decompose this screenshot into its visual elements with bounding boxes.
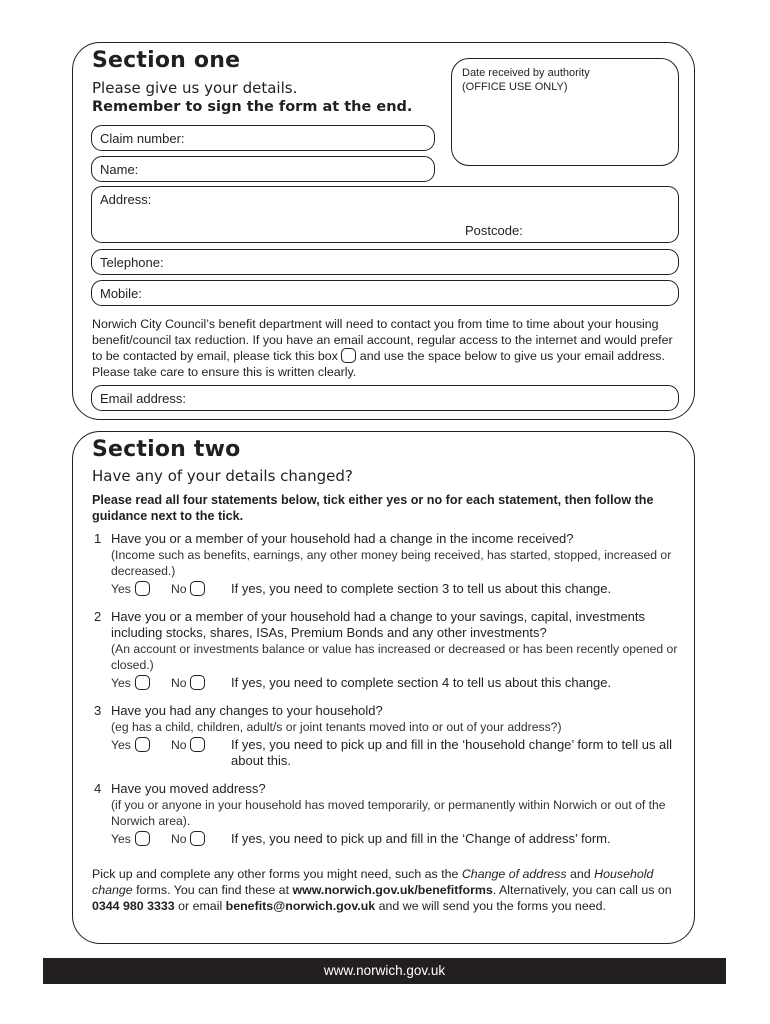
closing-text: Pick up and complete any other forms you might need, such as the xyxy=(92,867,462,881)
benefit-forms-link[interactable]: www.norwich.gov.uk/benefitforms xyxy=(292,883,493,897)
q1-no-checkbox[interactable] xyxy=(190,581,205,596)
office-use-box xyxy=(451,58,679,166)
section-two-title: Section two xyxy=(92,437,241,462)
telephone-input[interactable] xyxy=(177,254,671,272)
question-guidance: If yes, you need to complete section 3 to tell us about this change. xyxy=(231,581,612,596)
closing-text: forms. You can find these at xyxy=(132,883,293,897)
postcode-label: Postcode: xyxy=(465,223,523,238)
section-one-subtitle: Please give us your details. xyxy=(92,79,298,97)
question-3 xyxy=(94,703,684,768)
mobile-label: Mobile: xyxy=(100,286,142,301)
question-guidance: If yes, you need to complete section 4 to tell us about this change. xyxy=(231,675,612,690)
question-guidance: If yes, you need to pick up and fill in the ‘household change’ form to tell us all about this. xyxy=(231,737,673,768)
no-label: No xyxy=(171,832,187,846)
change-of-address-form-name: Change of address xyxy=(461,867,567,881)
q4-yes-checkbox[interactable] xyxy=(135,831,150,846)
question-number: 2 xyxy=(94,609,102,624)
footer-url[interactable]: www.norwich.gov.uk xyxy=(323,963,446,978)
question-guidance: If yes, you need to pick up and fill in the ‘Change of address’ form. xyxy=(231,831,611,846)
no-label: No xyxy=(171,676,187,690)
question-note: (Income such as benefits, earnings, any other money being received, has started, stopped, increased or decreased.) xyxy=(111,548,672,578)
question-number: 3 xyxy=(94,703,102,718)
closing-paragraph xyxy=(92,866,682,914)
no-label: No xyxy=(171,738,187,752)
postcode-input[interactable] xyxy=(532,222,671,240)
question-text: Have you or a member of your household had a change in the income received? xyxy=(111,531,574,546)
telephone-label: Telephone: xyxy=(100,255,164,270)
email-consent-checkbox[interactable] xyxy=(341,348,356,363)
answer-row xyxy=(111,737,684,768)
email-consent-text: Norwich City Council’s benefit department will need to contact you from time to time about your housing benefit/council tax reduction. If you have an email account, regular access to the internet and would prefer to be contacted by email, please tick this box xyxy=(92,317,673,363)
question-text: Have you or a member of your household had a change to your savings, capital, investments including stocks, shares, ISAs, Premium Bonds and any other investments? xyxy=(111,609,646,640)
q3-no-checkbox[interactable] xyxy=(190,737,205,752)
answer-row xyxy=(111,675,684,691)
mobile-input[interactable] xyxy=(154,285,668,303)
household-change-form-name: Household change xyxy=(92,867,654,897)
email-input[interactable] xyxy=(192,390,671,408)
question-note: (An account or investments balance or value has increased or decreased or has been recently opened or closed.) xyxy=(111,642,678,672)
phone-number: 0344 980 3333 xyxy=(92,899,175,913)
question-2 xyxy=(94,609,684,691)
claim-number-label: Claim number: xyxy=(100,131,185,146)
closing-text: and we will send you the forms you need. xyxy=(375,899,606,913)
q2-no-checkbox[interactable] xyxy=(190,675,205,690)
email-consent-text-2: and use the space below to give us your email address. Please take care to ensure this is written clearly. xyxy=(92,349,665,379)
email-label: Email address: xyxy=(100,391,186,406)
closing-text: or email xyxy=(174,899,226,913)
section-two-instructions: Please read all four statements below, tick either yes or no for each statement, then follow the guidance next to the tick. xyxy=(92,493,654,523)
question-4 xyxy=(94,781,684,847)
question-text: Have you had any changes to your household? xyxy=(111,703,383,718)
answer-row xyxy=(111,581,684,597)
footer-bar xyxy=(43,958,726,984)
address-field[interactable] xyxy=(91,186,679,243)
telephone-field[interactable] xyxy=(91,249,679,275)
yes-label: Yes xyxy=(111,738,131,752)
sign-reminder: Remember to sign the form at the end. xyxy=(92,99,413,115)
claim-number-field[interactable] xyxy=(91,125,435,151)
closing-text: and xyxy=(566,867,595,881)
q3-yes-checkbox[interactable] xyxy=(135,737,150,752)
claim-number-input[interactable] xyxy=(197,130,426,148)
name-field[interactable] xyxy=(91,156,435,182)
question-note: (if you or anyone in your household has moved temporarily, or permanently within Norwich or out of the Norwich area). xyxy=(111,798,666,828)
question-1 xyxy=(94,531,684,597)
question-number: 4 xyxy=(94,781,102,796)
section-two-subtitle: Have any of your details changed? xyxy=(92,467,353,485)
mobile-field[interactable] xyxy=(91,280,679,306)
q2-yes-checkbox[interactable] xyxy=(135,675,150,690)
question-number: 1 xyxy=(94,531,102,546)
answer-row xyxy=(111,831,684,847)
address-input[interactable] xyxy=(162,191,666,209)
email-consent-paragraph xyxy=(92,316,682,380)
q4-no-checkbox[interactable] xyxy=(190,831,205,846)
section-one-title: Section one xyxy=(92,48,241,73)
office-use-note: (OFFICE USE ONLY) xyxy=(462,81,568,93)
name-label: Name: xyxy=(100,162,139,177)
yes-label: Yes xyxy=(111,582,131,596)
email-field[interactable] xyxy=(91,385,679,411)
office-use-label: Date received by authority xyxy=(462,67,590,79)
name-input[interactable] xyxy=(152,161,426,179)
question-note: (eg has a child, children, adult/s or joint tenants moved into or out of your address?) xyxy=(111,720,562,734)
question-text: Have you moved address? xyxy=(111,781,266,796)
no-label: No xyxy=(171,582,187,596)
benefits-email-link[interactable]: benefits@norwich.gov.uk xyxy=(225,899,376,913)
closing-text: . Alternatively, you can call us on xyxy=(492,883,672,897)
yes-label: Yes xyxy=(111,832,131,846)
address-label: Address: xyxy=(100,192,152,207)
yes-label: Yes xyxy=(111,676,131,690)
q1-yes-checkbox[interactable] xyxy=(135,581,150,596)
